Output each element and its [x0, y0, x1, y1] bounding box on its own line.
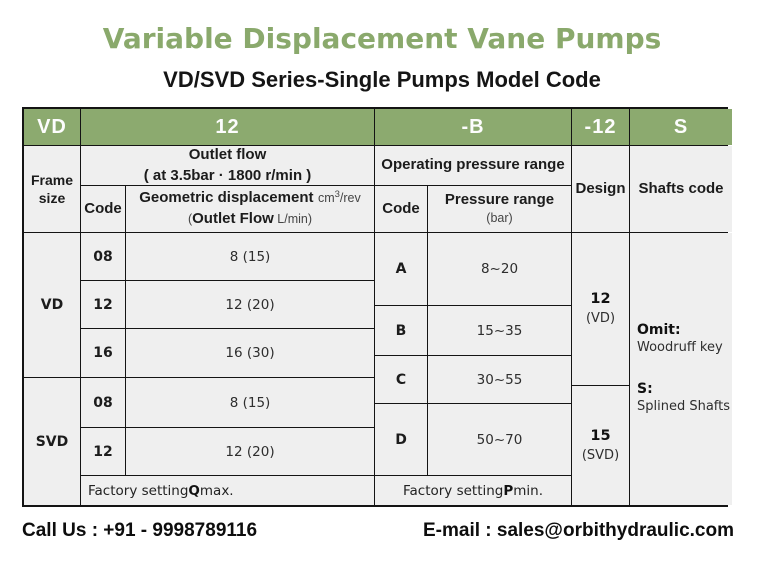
design-svd-label: (SVD) — [581, 447, 620, 463]
pressure-row-range: 50~70 — [428, 404, 571, 475]
vd-row-value: 8 (15) — [126, 233, 374, 280]
geo-disp-main: Geometric displacement — [139, 189, 314, 207]
pressure-row-code: A — [375, 233, 427, 305]
frame-svd-label: SVD — [24, 378, 80, 505]
vd-row-code: 08 — [81, 233, 125, 280]
geo-disp-unit: $cm^3$/rev — [317, 189, 361, 206]
header-code-left: Code — [81, 186, 125, 232]
header-operating-pressure-range: Operating pressure range — [375, 146, 571, 185]
contact-footer — [22, 520, 734, 542]
model-code-table — [22, 107, 731, 507]
svd-row-code: 12 — [81, 428, 125, 475]
model-code-frame: VD — [24, 109, 80, 145]
header-geometric-displacement — [126, 186, 374, 232]
pressure-range-label: Pressure range — [444, 191, 555, 209]
header-pressure-range — [428, 186, 571, 232]
pressure-row-code: D — [375, 404, 427, 475]
svd-row-value: 8 (15) — [126, 378, 374, 427]
header-outlet-flow-line1: Outlet flow — [188, 146, 267, 164]
header-design: Design — [572, 146, 629, 232]
model-code-design: -12 — [572, 109, 629, 145]
page-title: Variable Displacement Vane Pumps — [102, 22, 662, 55]
page-subtitle: VD/SVD Series-Single Pumps Model Code — [163, 67, 601, 92]
vd-row-code: 12 — [81, 281, 125, 328]
design-vd-cell — [572, 233, 629, 385]
shaft-option-s — [637, 381, 730, 417]
design-vd-code: 12 — [590, 291, 611, 308]
design-svd-code: 15 — [590, 427, 611, 444]
vd-row-value: 16 (30) — [126, 329, 374, 377]
pressure-row-code: B — [375, 306, 427, 355]
pressure-row-range: 15~35 — [428, 306, 571, 355]
shaft-option-omit — [637, 322, 723, 358]
svd-row-value: 12 (20) — [126, 428, 374, 475]
factory-setting-p: Factory setting P min. — [375, 476, 571, 505]
shafts-code-cell — [630, 233, 732, 505]
pressure-row-range: 8~20 — [428, 233, 571, 305]
svd-row-code: 08 — [81, 378, 125, 427]
vd-row-code: 16 — [81, 329, 125, 377]
pressure-row-range: 30~55 — [428, 356, 571, 403]
geo-disp-line1 — [139, 188, 361, 209]
design-vd-label: (VD) — [585, 311, 616, 326]
header-frame-size: Frame size — [24, 146, 80, 232]
design-svd-cell — [572, 386, 629, 505]
shaft-s-key: S: — [637, 381, 653, 397]
shaft-omit-desc: Woodruff key — [637, 339, 723, 355]
shaft-omit-key: Omit: — [637, 321, 681, 338]
email-address: E-mail : sales@orbithydraulic.com — [422, 520, 734, 541]
frame-vd-label: VD — [24, 233, 80, 377]
header-code-right: Code — [375, 186, 427, 232]
pressure-range-unit: (bar) — [486, 210, 513, 225]
header-outlet-flow-line2: ( at 3.5bar · 1800 r/min ) — [143, 166, 312, 184]
pressure-row-code: C — [375, 356, 427, 403]
shaft-s-desc: Splined Shafts — [637, 399, 731, 414]
phone-number: Call Us : +91 - 9998789116 — [22, 520, 258, 541]
model-code-pressure: -B — [375, 109, 571, 145]
vd-row-value: 12 (20) — [126, 281, 374, 328]
factory-setting-q: Factory setting Q max. — [81, 476, 374, 505]
geo-disp-line2: (Outlet Flow L/min) — [187, 210, 313, 227]
header-shafts-code: Shafts code — [630, 146, 732, 232]
model-code-shaft: S — [630, 109, 732, 145]
header-outlet-flow — [81, 146, 374, 185]
model-code-flow: 12 — [81, 109, 374, 145]
